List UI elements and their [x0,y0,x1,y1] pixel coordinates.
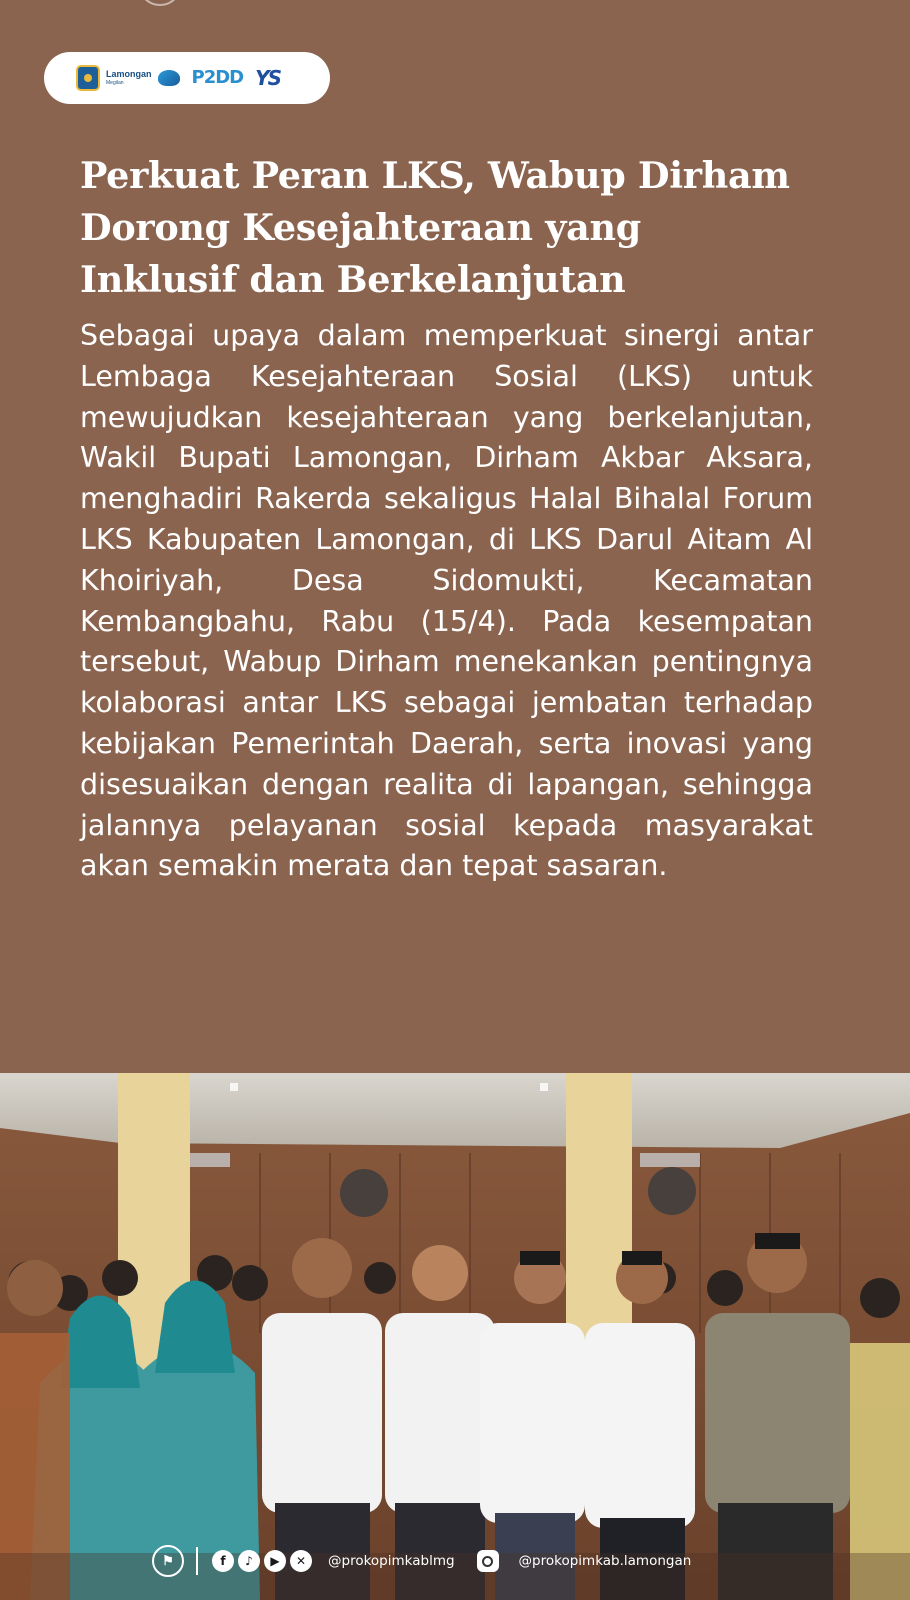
event-photo [0,1073,910,1600]
partner-logos [44,52,330,104]
youtube-icon[interactable]: ▶ [264,1550,286,1572]
wave-logo-icon [158,70,180,86]
lamongan-logo [106,70,152,86]
instagram-handle[interactable]: @prokopimkab.lamongan [518,1553,692,1569]
facebook-icon[interactable]: f [212,1550,234,1572]
x-icon[interactable]: ✕ [290,1550,312,1572]
lamongan-emblem-icon [76,65,100,91]
footer-divider [196,1547,198,1575]
article-body: Sebagai upaya dalam memperkuat sinergi antar Lembaga Kesejahteraan Sosial (LKS) untuk mewujudkan kesejahteraan yang berkelanjutan, Wakil Bupati Lamongan, Dirham Akbar Aksara, menghadiri Rakerda sekaligus Halal Bihalal Forum LKS Kabupaten Lamongan, di LKS Darul Aitam Al Khoiriyah, Desa Sidomukti, Kecamatan Kembangbahu, Rabu (15/4). Pada kesempatan tersebut, Wabup Dirham menekankan pentingnya kolaborasi antar LKS sebagai jembatan terhadap kebijakan Pemerintah Daerah, serta inovasi yang disesuaikan dengan realita di lapangan, sehingga jalannya pelayanan sosial kepada masyarakat akan semakin merata dan tepat sasaran. [80,319,813,883]
tiktok-icon[interactable]: ♪ [238,1550,260,1572]
lamongan-logo-tagline: Megilan [106,80,124,86]
headline-line-3: Inklusif dan Berkelanjutan [80,258,626,301]
footer-social-bar [152,1543,691,1579]
decorative-arc [138,0,182,6]
instagram-icon[interactable] [477,1550,499,1572]
ys-logo-mark: YS [255,66,281,90]
headline-line-1: Perkuat Peran LKS, Wabup Dirham [80,154,790,197]
social-handle[interactable]: @prokopimkablmg [328,1553,455,1569]
ys-logo [255,66,308,90]
p2dd-logo-mark: P2DD [191,67,244,88]
p2dd-logo [192,69,244,87]
headline [80,150,840,306]
headline-line-2: Dorong Kesejahteraan yang [80,206,641,249]
lamongan-logo-name: Lamongan [106,69,152,79]
prokopim-logo-icon: ⚑ [152,1545,184,1577]
